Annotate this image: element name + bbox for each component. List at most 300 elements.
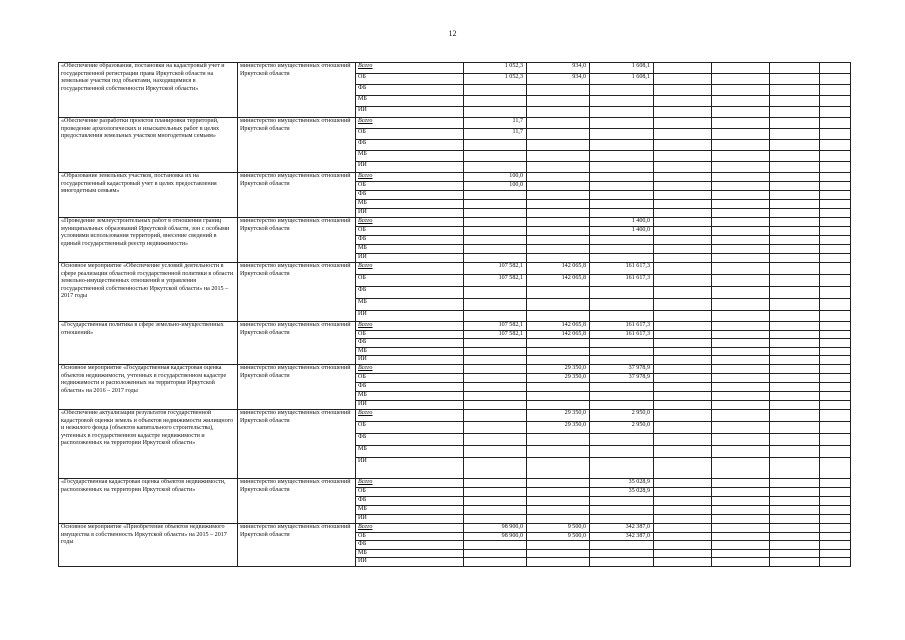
funding-source: МБ [356,505,464,514]
amount-cell-year-2 [527,299,590,311]
empty-cell [820,496,851,505]
empty-cell [770,373,820,382]
empty-cell [712,445,770,457]
amount-cell-year-2 [527,391,590,400]
amount-cell-year-3: 342 387,0 [590,532,654,541]
empty-cell [712,287,770,299]
empty-cell [770,523,820,532]
amount-cell-year-3: 161 617,3 [590,275,654,287]
amount-cell-year-1 [464,421,527,433]
measure-description: «Проведение землеустроительных работ в отношении границ муниципальных образований Иркутской области, зон с особыми условиями использования территорий, внесение сведений в единый государственный реестр недвижимости» [59,218,238,263]
amount-cell-year-1 [464,433,527,445]
empty-cell [770,549,820,558]
funding-source: ОБ [356,373,464,382]
funding-source: Всего [356,218,464,227]
funding-source: ФБ [356,541,464,550]
amount-cell-year-3 [590,496,654,505]
empty-cell [770,421,820,433]
amount-cell-year-2: 29 350,0 [527,409,590,421]
empty-cell [820,287,851,299]
empty-cell [712,245,770,254]
empty-cell [712,129,770,140]
amount-cell-year-2 [527,558,590,567]
funding-source: Всего [356,263,464,275]
empty-cell [770,118,820,129]
empty-cell [820,322,851,331]
amount-cell-year-2 [527,541,590,550]
funding-source: ФБ [356,236,464,245]
funding-source: Всего [356,409,464,421]
measure-description: «Обеспечение разработки проектов планировки территорий, проведение археологических и изыскательных работ в целях предоставления земельных участков многодетным семьям» [59,118,238,173]
amount-cell-year-3: 1 400,0 [590,218,654,227]
funding-source: МБ [356,245,464,254]
empty-cell [770,322,820,331]
funding-source: ИИ [356,558,464,567]
amount-cell-year-2 [527,457,590,478]
amount-cell-year-3 [590,162,654,173]
empty-cell [770,330,820,339]
empty-cell [654,549,712,558]
empty-cell [654,227,712,236]
funding-source: ИИ [356,311,464,322]
funding-source: ИИ [356,254,464,263]
empty-cell [820,330,851,339]
empty-cell [654,433,712,445]
empty-cell [712,505,770,514]
empty-cell [654,118,712,129]
empty-cell [654,173,712,182]
empty-cell [770,245,820,254]
table-row [59,523,851,532]
empty-cell [820,382,851,391]
funding-source: ФБ [356,339,464,348]
responsible-executor: министерство имущественных отношений Иркутской области [238,478,356,523]
amount-cell-year-3 [590,391,654,400]
empty-cell [820,433,851,445]
amount-cell-year-1: 107 582,1 [464,330,527,339]
empty-cell [654,339,712,348]
empty-cell [820,191,851,200]
amount-cell-year-1 [464,85,527,96]
amount-cell-year-1 [464,236,527,245]
amount-cell-year-2: 142 065,8 [527,322,590,331]
amount-cell-year-1 [464,107,527,118]
amount-cell-year-1 [464,558,527,567]
amount-cell-year-3 [590,85,654,96]
funding-source: ОБ [356,532,464,541]
amount-cell-year-2 [527,218,590,227]
empty-cell [712,487,770,496]
empty-cell [770,532,820,541]
amount-cell-year-2: 9 500,0 [527,523,590,532]
empty-cell [770,287,820,299]
empty-cell [820,523,851,532]
funding-source: Всего [356,364,464,373]
empty-cell [712,373,770,382]
amount-cell-year-3 [590,445,654,457]
empty-cell [820,74,851,85]
amount-cell-year-2 [527,496,590,505]
measure-description: «Обеспечение образования, постановки на кадастровый учет и государственной регистрации права Иркутской области на земельные участки под объектами, находящимися в государственной собственности Иркутской области» [59,63,238,118]
page-number: 12 [448,29,457,38]
amount-cell-year-3: 37 978,9 [590,364,654,373]
empty-cell [654,63,712,74]
responsible-executor: министерство имущественных отношений Иркутской области [238,364,356,409]
empty-cell [654,322,712,331]
amount-cell-year-3: 161 617,3 [590,263,654,275]
amount-cell-year-1 [464,200,527,209]
funding-source: ФБ [356,140,464,151]
empty-cell [820,373,851,382]
empty-cell [770,433,820,445]
empty-cell [820,421,851,433]
empty-cell [712,478,770,487]
responsible-executor: министерство имущественных отношений Иркутской области [238,173,356,218]
empty-cell [820,151,851,162]
amount-cell-year-3 [590,209,654,218]
amount-cell-year-2 [527,118,590,129]
empty-cell [712,311,770,322]
amount-cell-year-2 [527,227,590,236]
amount-cell-year-2 [527,96,590,107]
empty-cell [770,275,820,287]
funding-source: ИИ [356,209,464,218]
amount-cell-year-2 [527,487,590,496]
funding-source: ИИ [356,356,464,365]
empty-cell [820,118,851,129]
amount-cell-year-1 [464,356,527,365]
amount-cell-year-2: 29 350,0 [527,421,590,433]
amount-cell-year-2 [527,382,590,391]
measure-description: Основное мероприятие «Государственная кадастровая оценка объектов недвижимости, учтенных в государственном кадастре недвижимости и расположенных на территории Иркутской области» на 2016 – 2017 годы [59,364,238,409]
amount-cell-year-3 [590,191,654,200]
amount-cell-year-1: 98 900,0 [464,523,527,532]
amount-cell-year-3 [590,347,654,356]
empty-cell [712,322,770,331]
amount-cell-year-3 [590,505,654,514]
funding-source: ИИ [356,107,464,118]
empty-cell [654,140,712,151]
amount-cell-year-2 [527,140,590,151]
empty-cell [770,173,820,182]
table-row [59,409,851,421]
amount-cell-year-3: 35 028,9 [590,478,654,487]
empty-cell [654,275,712,287]
empty-cell [654,347,712,356]
amount-cell-year-1: 11,7 [464,129,527,140]
empty-cell [770,63,820,74]
empty-cell [654,532,712,541]
empty-cell [712,549,770,558]
empty-cell [770,140,820,151]
amount-cell-year-3 [590,558,654,567]
empty-cell [770,299,820,311]
amount-cell-year-1 [464,549,527,558]
funding-source: Всего [356,173,464,182]
amount-cell-year-1: 100,0 [464,173,527,182]
amount-cell-year-3 [590,311,654,322]
funding-source: ФБ [356,287,464,299]
empty-cell [770,151,820,162]
empty-cell [712,496,770,505]
amount-cell-year-1 [464,478,527,487]
amount-cell-year-2 [527,514,590,523]
empty-cell [712,140,770,151]
amount-cell-year-1 [464,96,527,107]
table-row [59,322,851,331]
empty-cell [654,478,712,487]
empty-cell [820,236,851,245]
funding-source: ИИ [356,162,464,173]
amount-cell-year-2: 142 065,8 [527,275,590,287]
measure-description: «Образование земельных участков, постановка их на государственный кадастровый учет в целях предоставления многодетным семьям» [59,173,238,218]
empty-cell [654,356,712,365]
empty-cell [820,182,851,191]
empty-cell [712,457,770,478]
amount-cell-year-3 [590,200,654,209]
amount-cell-year-2 [527,339,590,348]
empty-cell [820,227,851,236]
amount-cell-year-3 [590,245,654,254]
empty-cell [770,85,820,96]
empty-cell [654,299,712,311]
amount-cell-year-3: 37 978,9 [590,373,654,382]
amount-cell-year-1 [464,364,527,373]
empty-cell [770,227,820,236]
empty-cell [712,382,770,391]
empty-cell [820,254,851,263]
empty-cell [770,541,820,550]
responsible-executor: министерство имущественных отношений Иркутской области [238,63,356,118]
empty-cell [712,227,770,236]
empty-cell [654,364,712,373]
funding-source: МБ [356,96,464,107]
amount-cell-year-3 [590,382,654,391]
empty-cell [820,311,851,322]
empty-cell [820,129,851,140]
empty-cell [654,85,712,96]
empty-cell [820,107,851,118]
funding-source: ИИ [356,514,464,523]
empty-cell [770,254,820,263]
empty-cell [820,356,851,365]
empty-cell [654,107,712,118]
empty-cell [820,558,851,567]
amount-cell-year-3 [590,457,654,478]
amount-cell-year-2 [527,356,590,365]
empty-cell [820,96,851,107]
amount-cell-year-1 [464,227,527,236]
empty-cell [770,218,820,227]
amount-cell-year-1 [464,373,527,382]
funding-source: ОБ [356,421,464,433]
empty-cell [654,236,712,245]
amount-cell-year-3: 2 950,0 [590,421,654,433]
amount-cell-year-3 [590,140,654,151]
amount-cell-year-1 [464,299,527,311]
empty-cell [712,162,770,173]
empty-cell [770,74,820,85]
empty-cell [712,400,770,409]
amount-cell-year-2 [527,209,590,218]
empty-cell [820,391,851,400]
funding-source: ФБ [356,382,464,391]
empty-cell [820,478,851,487]
empty-cell [654,254,712,263]
empty-cell [712,275,770,287]
empty-cell [770,364,820,373]
empty-cell [712,433,770,445]
responsible-executor: министерство имущественных отношений Иркутской области [238,263,356,322]
amount-cell-year-1 [464,505,527,514]
amount-cell-year-2 [527,173,590,182]
amount-cell-year-3 [590,151,654,162]
amount-cell-year-1 [464,514,527,523]
empty-cell [654,409,712,421]
funding-table [58,62,851,567]
table-row [59,364,851,373]
amount-cell-year-1 [464,541,527,550]
amount-cell-year-1: 1 052,3 [464,63,527,74]
empty-cell [712,96,770,107]
empty-cell [712,391,770,400]
funding-source: МБ [356,549,464,558]
measure-description: «Обеспечение актуализации результатов государственной кадастровой оценки земель и объектов недвижимости жилищного и нежилого фонда (объектов капитального строительства), учтенных в государственном кадастре недвижимости и расположенных на территории Иркутской области» [59,409,238,478]
amount-cell-year-2: 934,0 [527,74,590,85]
empty-cell [820,445,851,457]
empty-cell [712,74,770,85]
empty-cell [712,200,770,209]
amount-cell-year-3: 35 028,9 [590,487,654,496]
funding-source: ОБ [356,275,464,287]
amount-cell-year-1 [464,287,527,299]
empty-cell [770,382,820,391]
amount-cell-year-1 [464,487,527,496]
amount-cell-year-3 [590,254,654,263]
empty-cell [654,523,712,532]
empty-cell [820,364,851,373]
funding-source: МБ [356,391,464,400]
amount-cell-year-1 [464,254,527,263]
empty-cell [820,63,851,74]
empty-cell [820,487,851,496]
amount-cell-year-3 [590,549,654,558]
empty-cell [770,514,820,523]
measure-description: Основное мероприятие «Обеспечение условий деятельности в сфере реализации областной государственной политики в области земельно-имущественных отношений и управления государственной собственностью Иркутской области» на 2015 – 2017 годы [59,263,238,322]
empty-cell [770,400,820,409]
empty-cell [820,218,851,227]
funding-source: ФБ [356,85,464,96]
amount-cell-year-3 [590,299,654,311]
amount-cell-year-1 [464,140,527,151]
empty-cell [770,129,820,140]
empty-cell [820,457,851,478]
empty-cell [770,339,820,348]
empty-cell [770,391,820,400]
amount-cell-year-1 [464,400,527,409]
empty-cell [654,421,712,433]
empty-cell [712,558,770,567]
empty-cell [770,191,820,200]
amount-cell-year-1: 1 052,3 [464,74,527,85]
amount-cell-year-2 [527,245,590,254]
amount-cell-year-2 [527,445,590,457]
amount-cell-year-2 [527,129,590,140]
amount-cell-year-3: 1 400,0 [590,227,654,236]
empty-cell [654,151,712,162]
amount-cell-year-1 [464,445,527,457]
empty-cell [820,532,851,541]
funding-source: ОБ [356,487,464,496]
empty-cell [654,200,712,209]
measure-description: Основное мероприятие «Приобретение объектов недвижимого имущества в собственность Иркутской области» на 2015 – 2017 годы [59,523,238,566]
amount-cell-year-3 [590,400,654,409]
funding-source: ИИ [356,457,464,478]
amount-cell-year-1 [464,162,527,173]
empty-cell [654,373,712,382]
amount-cell-year-2 [527,433,590,445]
amount-cell-year-1: 107 582,1 [464,263,527,275]
amount-cell-year-1: 100,0 [464,182,527,191]
funding-source: ОБ [356,227,464,236]
empty-cell [654,129,712,140]
empty-cell [654,382,712,391]
funding-source: ФБ [356,496,464,505]
amount-cell-year-2 [527,191,590,200]
amount-cell-year-2: 142 065,8 [527,330,590,339]
empty-cell [654,505,712,514]
empty-cell [712,421,770,433]
empty-cell [820,162,851,173]
empty-cell [820,514,851,523]
measure-description: «Государственная политика в сфере земельно-имущественных отношений» [59,322,238,365]
amount-cell-year-1: 11,7 [464,118,527,129]
amount-cell-year-3 [590,287,654,299]
empty-cell [820,140,851,151]
funding-source: ФБ [356,191,464,200]
amount-cell-year-1: 98 900,0 [464,532,527,541]
amount-cell-year-2: 934,0 [527,63,590,74]
empty-cell [820,339,851,348]
amount-cell-year-2 [527,347,590,356]
empty-cell [770,487,820,496]
table-row [59,478,851,487]
empty-cell [770,347,820,356]
responsible-executor: министерство имущественных отношений Иркутской области [238,118,356,173]
empty-cell [770,496,820,505]
amount-cell-year-1 [464,339,527,348]
empty-cell [712,209,770,218]
empty-cell [820,400,851,409]
empty-cell [820,85,851,96]
amount-cell-year-2: 142 065,8 [527,263,590,275]
empty-cell [654,487,712,496]
amount-cell-year-2: 29 350,0 [527,364,590,373]
empty-cell [820,200,851,209]
amount-cell-year-3: 1 608,1 [590,74,654,85]
amount-cell-year-1 [464,347,527,356]
empty-cell [712,263,770,275]
empty-cell [820,299,851,311]
empty-cell [654,182,712,191]
empty-cell [712,107,770,118]
amount-cell-year-3 [590,129,654,140]
empty-cell [712,356,770,365]
empty-cell [712,182,770,191]
funding-source: ФБ [356,433,464,445]
empty-cell [712,191,770,200]
amount-cell-year-3: 1 608,1 [590,63,654,74]
